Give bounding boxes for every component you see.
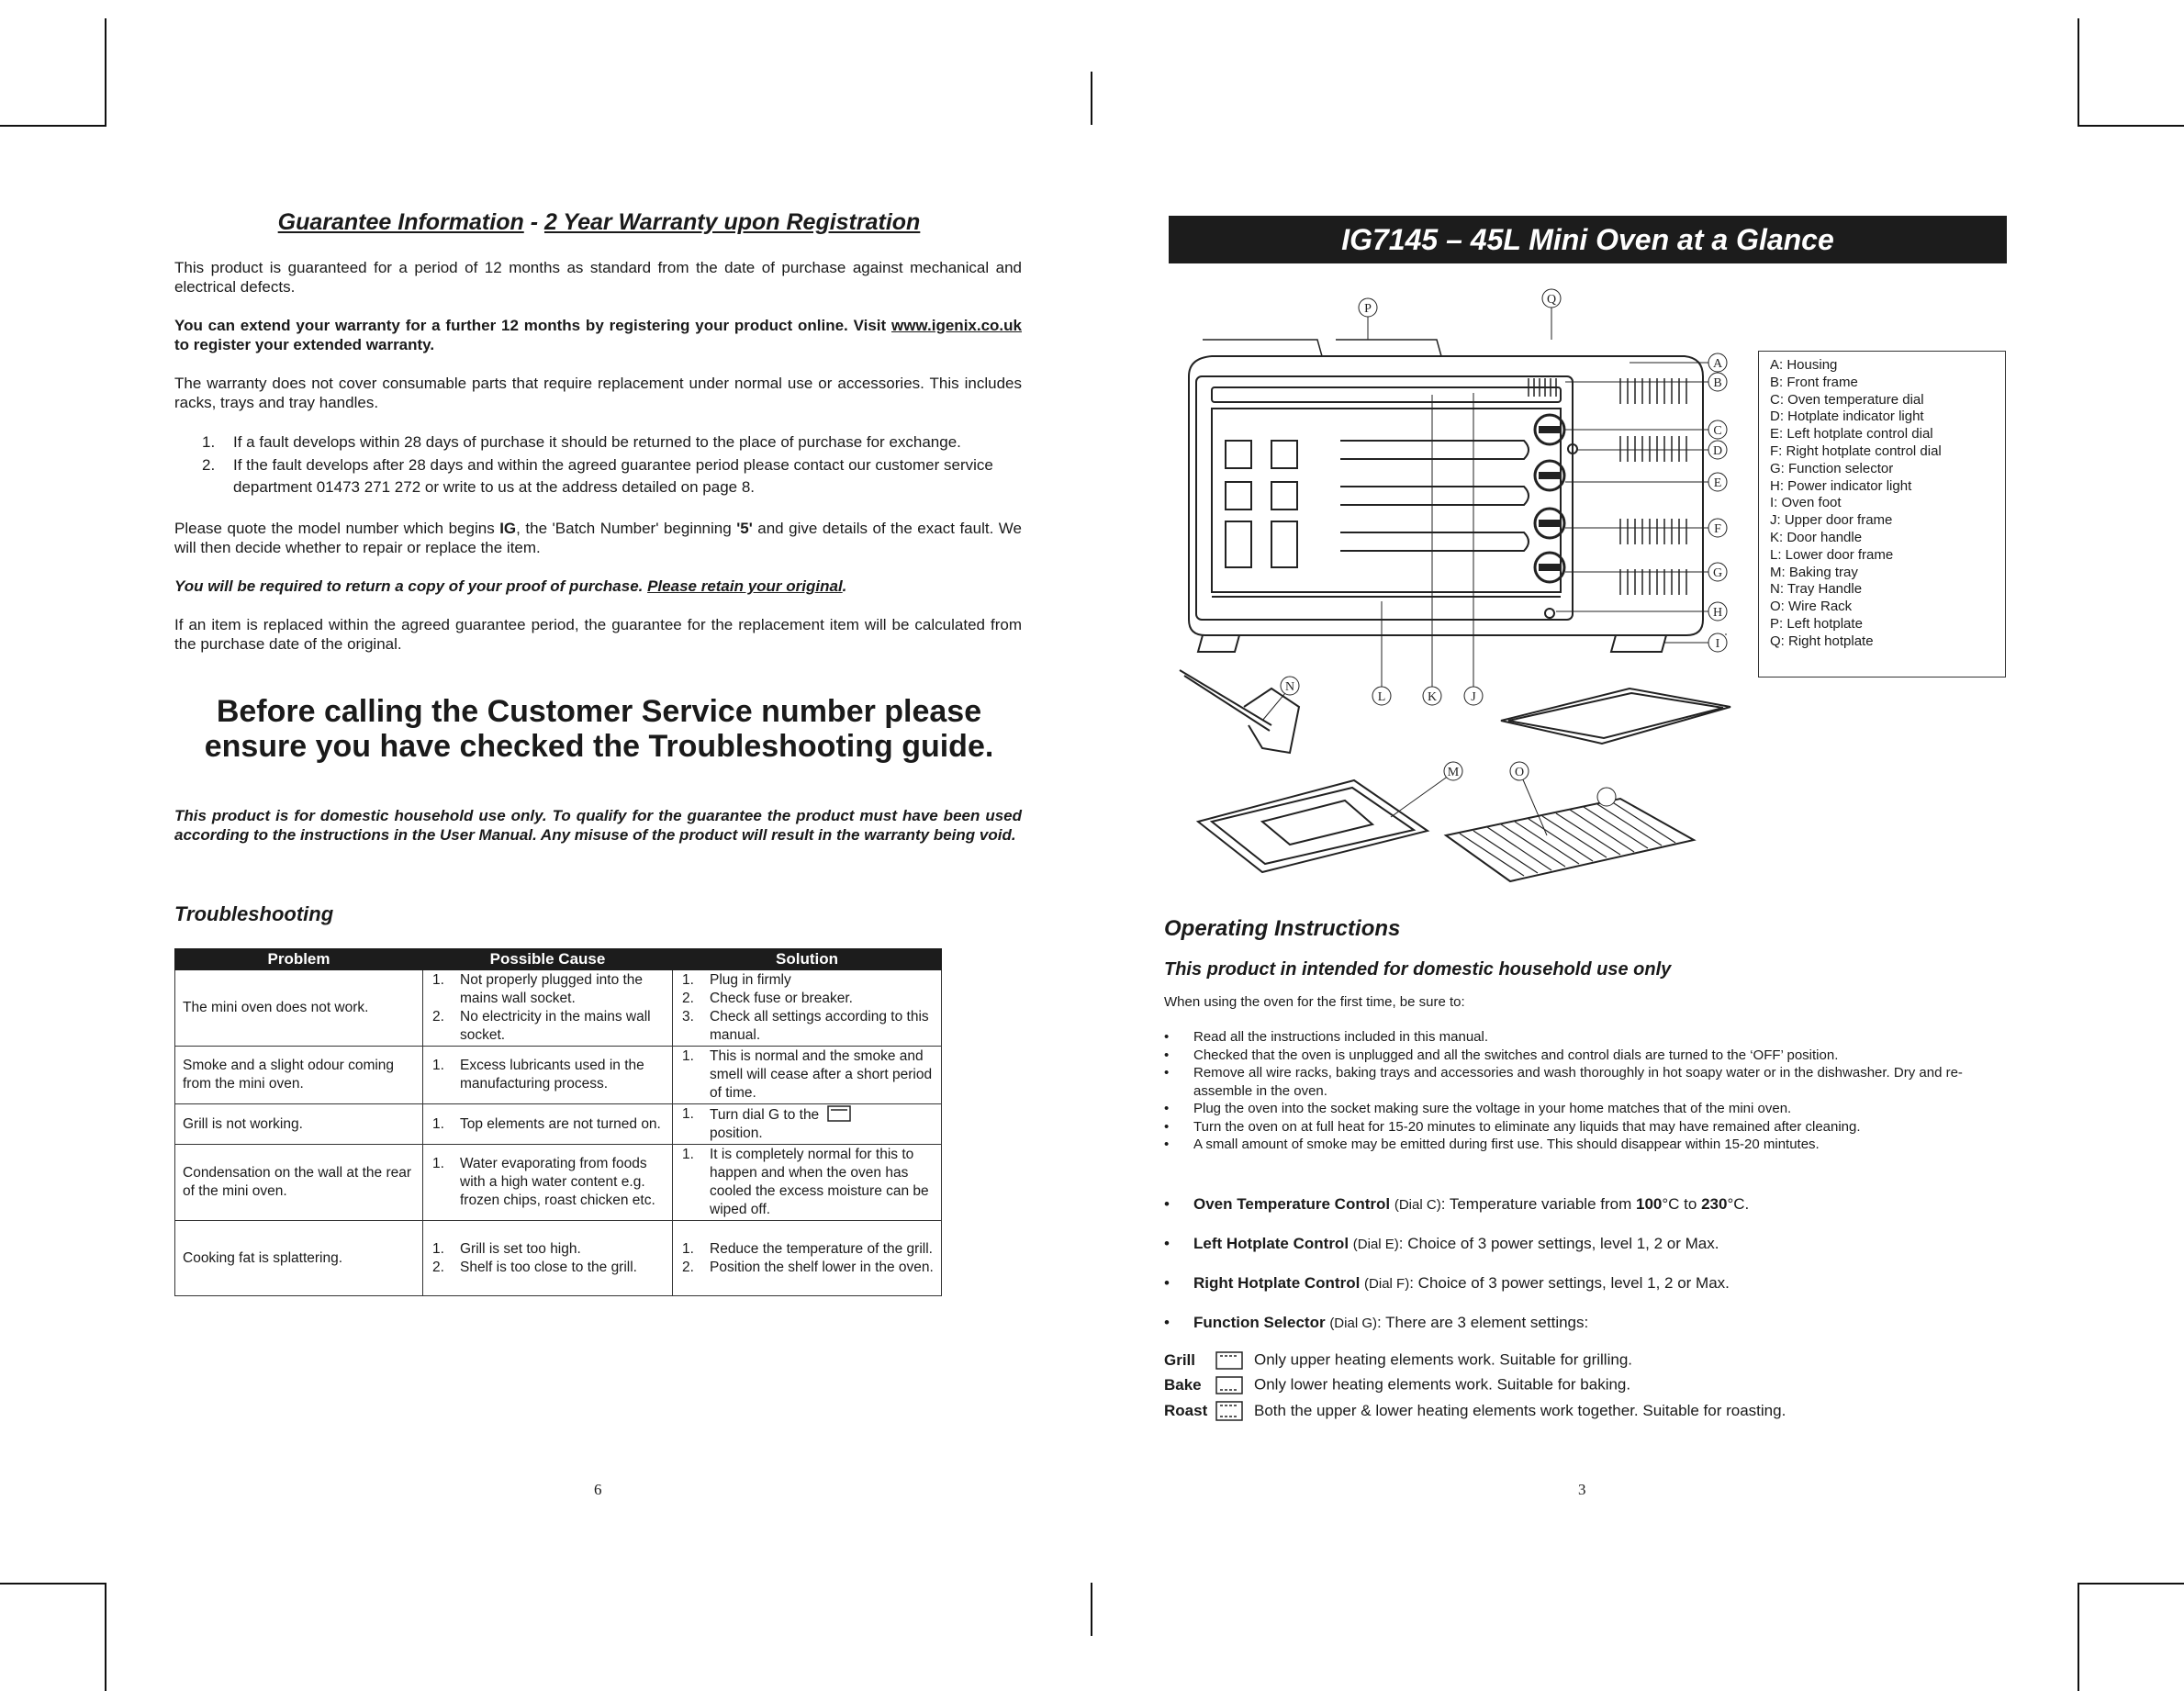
crop-mark xyxy=(2078,18,2079,127)
crop-mark xyxy=(1091,1583,1092,1636)
item-number: 1. xyxy=(682,1106,694,1122)
control-dial: (Dial F) xyxy=(1364,1276,1410,1292)
solution-cell xyxy=(673,970,942,1047)
callout-label: E xyxy=(1713,476,1722,490)
left-page xyxy=(174,0,1024,1691)
column-header-solution: Solution xyxy=(673,949,942,970)
item-number: 1. xyxy=(432,1240,444,1257)
item-text: Check all settings according to this manual. xyxy=(710,1009,929,1043)
callout-label: H xyxy=(1712,606,1723,620)
item-text: This is normal and the smoke and smell will cease after a short period of time. xyxy=(710,1048,933,1101)
callout-a xyxy=(1708,353,1727,372)
item-text: Excess lubricants used in the manufacturing process. xyxy=(460,1058,644,1092)
table-row xyxy=(175,1104,942,1145)
grill-mode-icon xyxy=(827,1105,851,1122)
left-hotplate-control xyxy=(1164,1235,1719,1253)
legend-item: G: Function selector xyxy=(1770,460,1894,476)
list-item xyxy=(1164,1118,2004,1137)
control-dial: (Dial G) xyxy=(1329,1316,1377,1331)
page-number: 3 xyxy=(1578,1481,1586,1498)
legend-item: P: Left hotplate xyxy=(1770,615,1863,632)
callout-d xyxy=(1708,441,1727,459)
oven-diagram xyxy=(1161,275,1749,918)
list-text: Plug the oven into the socket making sure the voltage in your home matches that of the mini oven. xyxy=(1193,1101,1792,1116)
replacement-paragraph: If an item is replaced within the agreed guarantee period, the guarantee for the replacement item will be calculated from the purchase date of the original. xyxy=(174,616,1022,653)
control-name: Right Hotplate Control xyxy=(1193,1274,1361,1292)
legend-item: H: Power indicator light xyxy=(1770,477,1912,494)
list-text: If a fault develops within 28 days of purchase it should be returned to the place of purchase for exchange. xyxy=(233,433,961,451)
legend-item: J: Upper door frame xyxy=(1770,512,1893,529)
callout-label: J xyxy=(1471,690,1476,704)
control-text: : There are 3 element settings: xyxy=(1376,1314,1589,1331)
control-dial: (Dial C) xyxy=(1394,1197,1441,1213)
item-number: 2. xyxy=(682,991,694,1006)
problem-cell: Smoke and a slight odour coming from the mini oven. xyxy=(175,1047,423,1104)
item-number: 1. xyxy=(432,1058,444,1073)
callout-label: O xyxy=(1514,766,1525,779)
list-item xyxy=(1164,1064,2004,1100)
item-text: Reduce the temperature of the grill. xyxy=(710,1240,933,1257)
legend-item: I: Oven foot xyxy=(1770,495,1842,511)
item-text: It is completely normal for this to happen and when the oven has cooled the excess moisture can be wiped off. xyxy=(710,1147,929,1217)
callout-e xyxy=(1708,473,1727,491)
column-header-cause: Possible Cause xyxy=(423,949,673,970)
crop-mark xyxy=(2078,125,2184,127)
solution-cell xyxy=(673,1221,942,1296)
list-text: If the fault develops after 28 days and within the agreed guarantee period please contact our customer service department 01473 271 272 or write to us at the address detailed on page 8. xyxy=(233,456,993,496)
cause-cell xyxy=(423,1145,673,1221)
callout-q xyxy=(1542,289,1561,308)
solution-cell xyxy=(673,1047,942,1104)
callout-label: B xyxy=(1713,376,1722,390)
retain-original: Please retain your original xyxy=(647,577,843,595)
list-item xyxy=(1164,1100,2004,1118)
crop-mark xyxy=(2078,1583,2184,1585)
model-number-paragraph xyxy=(174,519,1022,557)
callout-o xyxy=(1510,762,1529,780)
roast-mode-icon xyxy=(1215,1401,1243,1421)
temp-max: 230 xyxy=(1701,1195,1728,1213)
before-line-2: ensure you have checked the Troubleshooting guide. xyxy=(204,729,994,764)
bullet: • xyxy=(1164,1314,1170,1331)
cause-cell xyxy=(423,970,673,1047)
mode-text: Only lower heating elements work. Suitable for baking. xyxy=(1254,1375,1631,1394)
problem-cell: Cooking fat is splattering. xyxy=(175,1221,423,1296)
control-name: Left Hotplate Control xyxy=(1193,1235,1350,1252)
operating-intro: When using the oven for the first time, be sure to: xyxy=(1164,994,1465,1010)
item-number: 1. xyxy=(682,1048,694,1064)
callout-p xyxy=(1359,298,1377,317)
item-text: Top elements are not turned on. xyxy=(460,1115,661,1132)
igenix-link[interactable]: www.igenix.co.uk xyxy=(890,317,1022,334)
callout-label: N xyxy=(1284,680,1295,694)
temp-min: 100 xyxy=(1635,1195,1663,1213)
right-page xyxy=(1161,0,2006,1691)
mode-grill xyxy=(1164,1350,1632,1374)
legend-item: O: Wire Rack xyxy=(1770,599,1853,615)
extend-warranty-text-end: to register your extended warranty. xyxy=(174,336,435,353)
control-name: Function Selector xyxy=(1193,1314,1326,1331)
right-hotplate-control xyxy=(1164,1274,1730,1293)
item-number: 1. xyxy=(682,1240,694,1257)
list-item xyxy=(202,431,1022,454)
item-number: 1. xyxy=(432,1156,444,1171)
item-number: 1. xyxy=(432,1115,444,1132)
list-item xyxy=(202,454,1022,498)
item-text: Turn dial G to the xyxy=(710,1107,820,1123)
item-text: Water evaporating from foods with a high water content e.g. frozen chips, roast chicken etc. xyxy=(460,1156,655,1208)
mode-bake xyxy=(1164,1375,1630,1399)
extend-warranty-paragraph xyxy=(174,316,1022,354)
list-text: Remove all wire racks, baking trays and accessories and wash thoroughly in hot soapy water or in the dishwasher. Dry and re-assemble in the oven. xyxy=(1193,1065,1963,1099)
control-dial: (Dial E) xyxy=(1352,1237,1399,1252)
legend-item: F: Right hotplate control dial xyxy=(1770,442,1942,459)
list-text: A small amount of smoke may be emitted during first use. This should disappear within 15-20 mintutes. xyxy=(1193,1137,1820,1152)
bullet: • xyxy=(1164,1137,1170,1152)
list-text: Checked that the oven is unplugged and all the switches and control dials are turned to the ‘OFF’ position. xyxy=(1193,1047,1839,1063)
crop-mark xyxy=(105,18,106,127)
guarantee-title-sep: - xyxy=(523,209,544,235)
mode-text: Only upper heating elements work. Suitable for grilling. xyxy=(1254,1350,1632,1369)
guarantee-title-main: Guarantee Information xyxy=(277,209,524,235)
oven-temperature-control xyxy=(1164,1195,1749,1214)
callout-m xyxy=(1444,762,1462,780)
legend-item: M: Baking tray xyxy=(1770,564,1858,580)
before-calling-heading xyxy=(174,694,1024,764)
legend-item: K: Door handle xyxy=(1770,529,1863,545)
batch-prefix: '5' xyxy=(736,520,753,537)
item-text: Position the shelf lower in the oven. xyxy=(710,1259,934,1275)
mode-roast xyxy=(1164,1401,1786,1425)
table-row xyxy=(175,1221,942,1296)
solution-cell xyxy=(673,1104,942,1145)
item-text: Check fuse or breaker. xyxy=(710,991,853,1006)
control-text: : Choice of 3 power settings, level 1, 2 or Max. xyxy=(1409,1274,1730,1292)
list-text: Read all the instructions included in this manual. xyxy=(1193,1029,1489,1045)
mode-text: Both the upper & lower heating elements work together. Suitable for roasting. xyxy=(1254,1402,1786,1419)
guarantee-title-warranty: 2 Year Warranty upon Registration xyxy=(543,209,921,235)
problem-cell: Grill is not working. xyxy=(175,1104,423,1145)
guarantee-title xyxy=(174,209,1024,236)
callout-g xyxy=(1708,563,1727,581)
page-number: 6 xyxy=(594,1481,602,1498)
table-row xyxy=(175,1047,942,1104)
oven-banner-title: IG7145 – 45L Mini Oven at a Glance xyxy=(1169,216,2007,263)
column-header-problem: Problem xyxy=(175,949,423,970)
control-text: to xyxy=(1679,1195,1702,1213)
item-number: 2. xyxy=(682,1259,694,1275)
operating-instructions-title: Operating Instructions xyxy=(1164,916,1401,941)
callout-c xyxy=(1708,420,1727,439)
before-line-1: Before calling the Customer Service number please xyxy=(216,694,982,729)
bullet: • xyxy=(1164,1047,1170,1063)
model-text: Please quote the model number which begins xyxy=(174,520,500,537)
callout-label: F xyxy=(1714,522,1721,536)
callout-n xyxy=(1281,677,1299,695)
bullet: • xyxy=(1164,1065,1170,1081)
item-number: 2. xyxy=(432,1009,444,1025)
callout-label: P xyxy=(1364,302,1372,316)
table-row xyxy=(175,970,942,1047)
list-number: 2. xyxy=(202,456,216,474)
model-text: and give details of the exact fault. We will then decide whether to repair or replace the item. xyxy=(174,520,1023,556)
legend-item: B: Front frame xyxy=(1770,374,1858,390)
item-text: No electricity in the mains wall socket. xyxy=(460,1009,651,1043)
cause-cell xyxy=(423,1221,673,1296)
item-number: 1. xyxy=(432,972,444,988)
cause-cell xyxy=(423,1047,673,1104)
temp-unit: °C xyxy=(1662,1195,1680,1213)
parts-legend xyxy=(1758,351,2006,678)
table-header-row xyxy=(175,949,942,970)
list-item xyxy=(1164,1047,2004,1065)
callout-label: M xyxy=(1447,766,1460,779)
mode-label: Roast xyxy=(1164,1402,1208,1419)
callout-label: Q xyxy=(1546,293,1557,307)
list-text: Turn the oven on at full heat for 15-20 minutes to eliminate any liquids that may have remained after cleaning. xyxy=(1193,1118,1861,1135)
callout-label: G xyxy=(1712,566,1723,580)
operating-instructions-subtitle: This product in intended for domestic household use only xyxy=(1164,959,1672,980)
list-number: 1. xyxy=(202,433,216,451)
extend-warranty-text: You can extend your warranty for a further 12 months by registering your product online. Visit xyxy=(174,317,891,334)
bullet: • xyxy=(1164,1274,1170,1292)
callout-label: L xyxy=(1377,690,1386,704)
problem-cell: The mini oven does not work. xyxy=(175,970,423,1047)
callout-b xyxy=(1708,373,1727,391)
control-name: Oven Temperature Control xyxy=(1193,1195,1391,1213)
proof-text-end: . xyxy=(842,577,847,595)
control-text: : Choice of 3 power settings, level 1, 2 or Max. xyxy=(1398,1235,1719,1252)
mode-label: Grill xyxy=(1164,1350,1196,1369)
bullet: • xyxy=(1164,1101,1170,1116)
callout-label: K xyxy=(1427,690,1438,704)
item-number: 1. xyxy=(682,972,694,988)
problem-cell: Condensation on the wall at the rear of the mini oven. xyxy=(175,1145,423,1221)
callout-i xyxy=(1708,633,1727,652)
proof-of-purchase xyxy=(174,577,1022,596)
list-item xyxy=(1164,1028,2004,1047)
domestic-use-notice: This product is for domestic household use only. To qualify for the guarantee the product must have been used according to the instructions in the User Manual. Any misuse of the product will result in the warranty being void. xyxy=(174,807,1022,844)
crop-mark xyxy=(0,1583,106,1585)
table-row xyxy=(175,1145,942,1221)
solution-cell xyxy=(673,1145,942,1221)
item-text: Shelf is too close to the grill. xyxy=(460,1259,637,1275)
item-number: 2. xyxy=(432,1259,444,1275)
cause-cell xyxy=(423,1104,673,1145)
fault-list xyxy=(202,431,1022,499)
item-text: Plug in firmly xyxy=(710,972,791,988)
callout-k xyxy=(1423,687,1441,705)
temp-unit: °C xyxy=(1727,1195,1745,1213)
callout-f xyxy=(1708,519,1727,537)
proof-text: You will be required to return a copy of your proof of purchase. xyxy=(174,577,648,595)
callout-label: I xyxy=(1715,637,1720,651)
model-text: , the 'Batch Number' beginning xyxy=(516,520,737,537)
callout-j xyxy=(1464,687,1483,705)
function-selector-control xyxy=(1164,1314,1588,1332)
control-text: : Temperature variable from xyxy=(1440,1195,1636,1213)
bullet: • xyxy=(1164,1235,1170,1252)
crop-mark xyxy=(105,1583,106,1691)
legend-item: A: Housing xyxy=(1770,357,1838,373)
item-text: Not properly plugged into the mains wall socket. xyxy=(460,972,644,1006)
crop-mark xyxy=(0,125,106,127)
crop-mark xyxy=(1091,72,1092,125)
legend-item: N: Tray Handle xyxy=(1770,581,1863,598)
crop-mark xyxy=(2078,1583,2079,1691)
item-text: Grill is set too high. xyxy=(460,1240,581,1257)
troubleshooting-table xyxy=(174,948,942,1296)
mode-label: Bake xyxy=(1164,1375,1202,1394)
callout-label: C xyxy=(1713,424,1722,438)
model-prefix: IG xyxy=(499,520,517,537)
bake-mode-icon xyxy=(1215,1376,1243,1394)
legend-item: C: Oven temperature dial xyxy=(1770,391,1924,408)
unlabeled-callout xyxy=(1597,788,1616,806)
callout-h xyxy=(1708,602,1727,621)
guarantee-paragraph: This product is guaranteed for a period of 12 months as standard from the date of purchase against mechanical and electrical defects. xyxy=(174,259,1022,296)
consumables-paragraph: The warranty does not cover consumable parts that require replacement under normal use or accessories. This includes racks, trays and tray handles. xyxy=(174,375,1022,411)
bullet: • xyxy=(1164,1118,1170,1135)
bullet: • xyxy=(1164,1029,1170,1045)
callout-l xyxy=(1372,687,1391,705)
troubleshooting-title: Troubleshooting xyxy=(174,902,334,925)
grill-mode-icon xyxy=(1215,1351,1243,1370)
list-item xyxy=(1164,1136,2004,1154)
bullet: • xyxy=(1164,1195,1170,1213)
control-text: . xyxy=(1744,1195,1750,1213)
callout-label: A xyxy=(1712,357,1723,371)
item-number: 3. xyxy=(682,1009,694,1025)
item-text-cont: position. xyxy=(710,1125,763,1141)
legend-item: L: Lower door frame xyxy=(1770,546,1894,563)
legend-item: E: Left hotplate control dial xyxy=(1770,426,1933,442)
legend-item: Q: Right hotplate xyxy=(1770,633,1874,649)
legend-item: D: Hotplate indicator light xyxy=(1770,409,1924,425)
callout-label: D xyxy=(1712,444,1723,458)
first-use-list xyxy=(1164,1028,2004,1154)
item-number: 1. xyxy=(682,1147,694,1162)
